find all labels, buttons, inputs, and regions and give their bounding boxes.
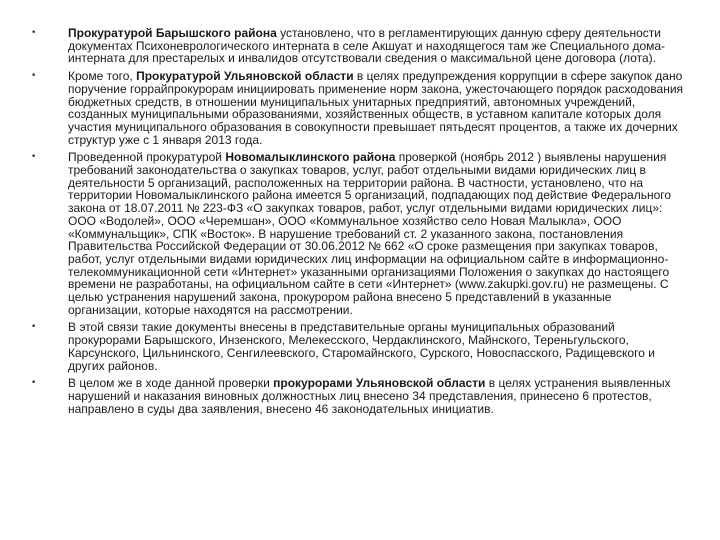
bullet-5-segment-2: прокурорами Ульяновской области xyxy=(273,376,486,391)
bullet-3-segment-2: Новомалыклинского района xyxy=(225,150,396,165)
bullet-5-segment-3: в целях устранения выявленных нарушений и наказания виновных должностных лиц внесено 34 представления, принесено 6 протестов, направлено в суды два заявления, внесено 46 законодательных инициатив. xyxy=(68,376,671,416)
bullet-1-segment-2: установлено, что в регламентирующих данную сферу деятельности документах Психоневрологического интерната в селе Акшуат и находящегося там же Специального дома-интерната для престарелых и инвалидов отсутствовали сведения о максимальной цене договора (лота). xyxy=(68,26,666,66)
bullet-item-1 xyxy=(26,27,688,65)
bullet-marker-icon: • xyxy=(31,28,37,38)
bullet-1-segment-1: Прокуратурой Барышского района xyxy=(68,26,277,40)
bullet-2-segment-1: Кроме того, xyxy=(68,69,137,84)
bullet-marker-icon: • xyxy=(31,378,37,389)
bullet-3-segment-1: Проведенной прокуратурой xyxy=(68,150,226,165)
bullet-item-2 xyxy=(26,70,688,146)
bullet-item-3 xyxy=(26,151,688,316)
bullet-item-5 xyxy=(26,377,688,415)
bullet-marker-icon: • xyxy=(31,152,37,163)
bullet-item-4 xyxy=(26,321,688,372)
bullet-4-segment-1: В этой связи такие документы внесены в представительные органы муниципальных образований прокурорами Барышского, Инзенского, Мелекесского, Чердаклинского, Майнского, Тереньгульского, Карсунского, Цильнинского, Сенгилеевского, Старомайнского, Сурского, Новоспасского, Радищевского и других районов. xyxy=(68,320,655,373)
bullet-5-segment-1: В целом же в ходе данной проверки xyxy=(68,376,274,391)
bullet-marker-icon: • xyxy=(31,71,37,82)
bullet-2-segment-2: Прокуратурой Ульяновской области xyxy=(136,69,354,84)
bullet-list xyxy=(26,27,688,420)
bullet-marker-icon: • xyxy=(31,322,37,333)
bullet-3-segment-3: проверкой (ноябрь 2012 ) выявлены нарушения требований законодательства о закупках товаров, услуг, работ отдельными видами юридических лиц в деятельности 5 организаций, расположенных на территории района. В частности, установлено, что на территории Новомалыклинского района имеется 5 организаций, подпадающих под действие Федерального закона от 18.07.2011 № 223-ФЗ «О закупках товаров, работ, услуг отдельными видами юридических лиц»: ООО «Водолей», ООО «Черемшан», ООО «Коммунальное хозяйство село Новая Малыкла», ООО «Коммунальщик», СПК «Восток». В нарушение требований ст. 2 указанного закона, постановления Правительства Российской Федерации от 30.06.2012 № 662 «О сроке размещения при закупках товаров, работ, услуг отдельными видами юридических лиц информации на официальном сайте в информационно-телекоммуникационной сети «Интернет» указанными организациями Положения о закупках до настоящего времени не разработаны, на официальном сайте в сети «Интернет» (www.zakupki.gov.ru) не размещены. С целью устранения нарушений закона, прокурором района внесено 5 представлений в указанные организации, которые находятся на рассмотрении. xyxy=(68,150,672,317)
bullet-2-segment-3: в целях предупреждения коррупции в сфере закупок дано поручение горрайпрокурорам инициировать применение норм закона, ужесточающего порядок расходования бюджетных средств, в отношении муниципальных унитарных предприятий, автономных учреждений, созданных муниципальными образованиями, хозяйственных обществ, в уставном капитале которых доля участия муниципального образования в совокупности превышает пятьдесят процентов, а также их дочерних структур уже с 1 января 2013 года. xyxy=(68,69,684,147)
